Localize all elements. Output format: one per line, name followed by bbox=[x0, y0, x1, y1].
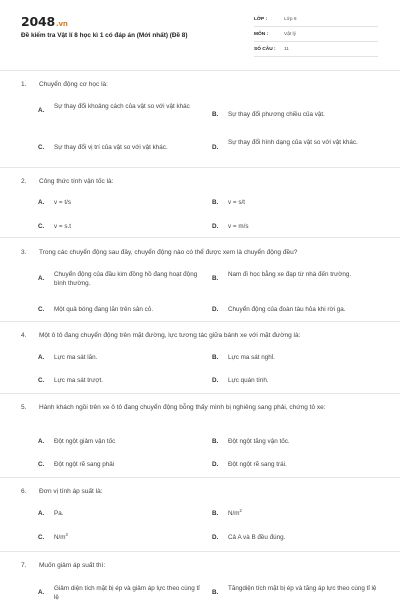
question-text bbox=[21, 177, 381, 187]
option-label: D. bbox=[212, 534, 219, 541]
meta-class bbox=[254, 14, 378, 27]
question-divider bbox=[0, 237, 400, 238]
option-text: Đột ngột rẽ sang trái. bbox=[228, 461, 287, 468]
question-text bbox=[21, 487, 381, 497]
meta-count-value: 11 bbox=[284, 47, 289, 52]
option-text: Chuyển động của đầu kim đồng hồ đang hoạt động bình thường. bbox=[54, 271, 198, 287]
option-label: D. bbox=[212, 377, 219, 384]
question-body: Đơn vị tính áp suất là: bbox=[39, 488, 103, 495]
option-text: Lực ma sát lăn. bbox=[54, 354, 98, 361]
option-label: A. bbox=[38, 510, 45, 517]
option-label: B. bbox=[212, 354, 219, 361]
option-label: D. bbox=[212, 306, 219, 313]
option-text: v = s/t bbox=[228, 199, 245, 206]
option-label: A. bbox=[38, 438, 45, 445]
option-label: A. bbox=[38, 199, 45, 206]
question-divider bbox=[0, 477, 400, 478]
option-label: B. bbox=[212, 589, 219, 596]
question-body: Một ô tô đang chuyển động trên mặt đường, lực tương tác giữa bánh xe với mặt đường là: bbox=[39, 332, 301, 339]
option-label: B. bbox=[212, 510, 219, 517]
option-label: A. bbox=[38, 275, 45, 282]
option-label: C. bbox=[38, 377, 45, 384]
option-text: Một quả bóng đang lăn trên sân cỏ. bbox=[54, 306, 154, 313]
question-number: 2. bbox=[21, 178, 27, 185]
option-text: Đột ngột giảm vận tốc bbox=[54, 438, 116, 445]
option-label: B. bbox=[212, 111, 219, 118]
question-text bbox=[21, 403, 381, 413]
unit-exponent: 2 bbox=[239, 507, 242, 513]
question-divider bbox=[0, 167, 400, 168]
option-label: A. bbox=[38, 354, 45, 361]
question-body: Công thức tính vận tốc là: bbox=[39, 178, 114, 185]
question-text bbox=[21, 331, 381, 341]
option-text: Đột ngột rẽ sang phải bbox=[54, 461, 115, 468]
meta-question-count bbox=[254, 44, 378, 57]
option-text: Chuyển động của đoàn tàu hỏa khi rời ga. bbox=[228, 306, 346, 313]
option-text: Sự thay đổi khoảng cách của vật so với vật khác bbox=[54, 103, 190, 110]
option-label: D. bbox=[212, 461, 219, 468]
option-text bbox=[54, 533, 204, 542]
option-text: Giảm diện tích mặt bị ép và giảm áp lực theo cùng tỉ lệ bbox=[54, 585, 200, 600]
logo-suffix: .vn bbox=[56, 20, 68, 28]
option-text: Nam đi học bằng xe đạp từ nhà đến trường. bbox=[228, 271, 352, 278]
question-divider bbox=[0, 393, 400, 394]
meta-subject-value: Vật lý bbox=[284, 32, 296, 37]
unit-exponent: 3 bbox=[65, 531, 68, 537]
option-label: A. bbox=[38, 107, 45, 114]
option-label: D. bbox=[212, 144, 219, 151]
option-label: A. bbox=[38, 589, 45, 596]
question-body: Muốn giảm áp suất thì: bbox=[39, 562, 106, 569]
option-text: Lực ma sát nghỉ. bbox=[228, 354, 275, 361]
document-title: Đề kiểm tra Vật lí 8 học kì 1 có đáp án (Mới nhất) (Đề 8) bbox=[21, 32, 188, 39]
option-text: v = m/s bbox=[228, 223, 249, 230]
question-number: 4. bbox=[21, 332, 27, 339]
option-text: Tăngdiện tích mặt bị ép và tăng áp lực theo cùng tỉ lệ bbox=[228, 585, 377, 592]
option-text: Lực quán tính. bbox=[228, 377, 269, 384]
question-text bbox=[21, 561, 381, 571]
option-text: v = s.t bbox=[54, 223, 71, 230]
meta-subject bbox=[254, 29, 378, 42]
option-text: Sự thay đổi vị trí của vật so với vật khác. bbox=[54, 144, 168, 151]
question-divider bbox=[0, 551, 400, 552]
option-label: C. bbox=[38, 534, 45, 541]
meta-class-key: LỚP : bbox=[254, 17, 268, 22]
option-label: C. bbox=[38, 223, 45, 230]
option-text: Sự thay đổi hình dạng của vật so với vật khác. bbox=[228, 139, 358, 146]
site-logo[interactable] bbox=[21, 14, 68, 29]
meta-count-key: SỐ CÂU : bbox=[254, 47, 276, 52]
question-text bbox=[21, 80, 381, 90]
meta-class-value: Lớp 8 bbox=[284, 17, 297, 22]
option-label: B. bbox=[212, 275, 219, 282]
option-label: C. bbox=[38, 306, 45, 313]
option-text: Sự thay đổi phương chiều của vật. bbox=[228, 111, 325, 118]
option-label: C. bbox=[38, 144, 45, 151]
option-label: C. bbox=[38, 461, 45, 468]
question-body: Trong các chuyển động sau đây, chuyển động nào có thể được xem là chuyển động đều? bbox=[39, 249, 298, 256]
unit-base: N/m bbox=[54, 534, 66, 541]
option-text: v = t/s bbox=[54, 199, 71, 206]
logo-text: 2048 bbox=[21, 14, 55, 29]
question-number: 7. bbox=[21, 562, 27, 569]
question-body: Hành khách ngồi trên xe ô tô đang chuyển động bỗng thấy mình bị nghiêng sang phải, chứng tỏ xe: bbox=[39, 404, 326, 411]
header-divider bbox=[0, 70, 400, 71]
question-number: 3. bbox=[21, 249, 27, 256]
question-number: 6. bbox=[21, 488, 27, 495]
option-label: B. bbox=[212, 199, 219, 206]
option-label: B. bbox=[212, 438, 219, 445]
question-number: 1. bbox=[21, 81, 27, 88]
option-text: Cả A và B đều đúng. bbox=[228, 534, 286, 541]
option-text: Pa. bbox=[54, 510, 64, 517]
meta-subject-key: MÔN : bbox=[254, 32, 269, 37]
question-text bbox=[21, 248, 381, 258]
document-header bbox=[0, 0, 400, 66]
option-label: D. bbox=[212, 223, 219, 230]
question-body: Chuyển động cơ học là: bbox=[39, 81, 108, 88]
option-text: Đột ngột tăng vận tốc. bbox=[228, 438, 290, 445]
option-text: Lực ma sát trượt. bbox=[54, 377, 103, 384]
unit-base: N/m bbox=[228, 510, 240, 517]
option-text bbox=[228, 509, 378, 518]
question-number: 5. bbox=[21, 404, 27, 411]
question-divider bbox=[0, 321, 400, 322]
